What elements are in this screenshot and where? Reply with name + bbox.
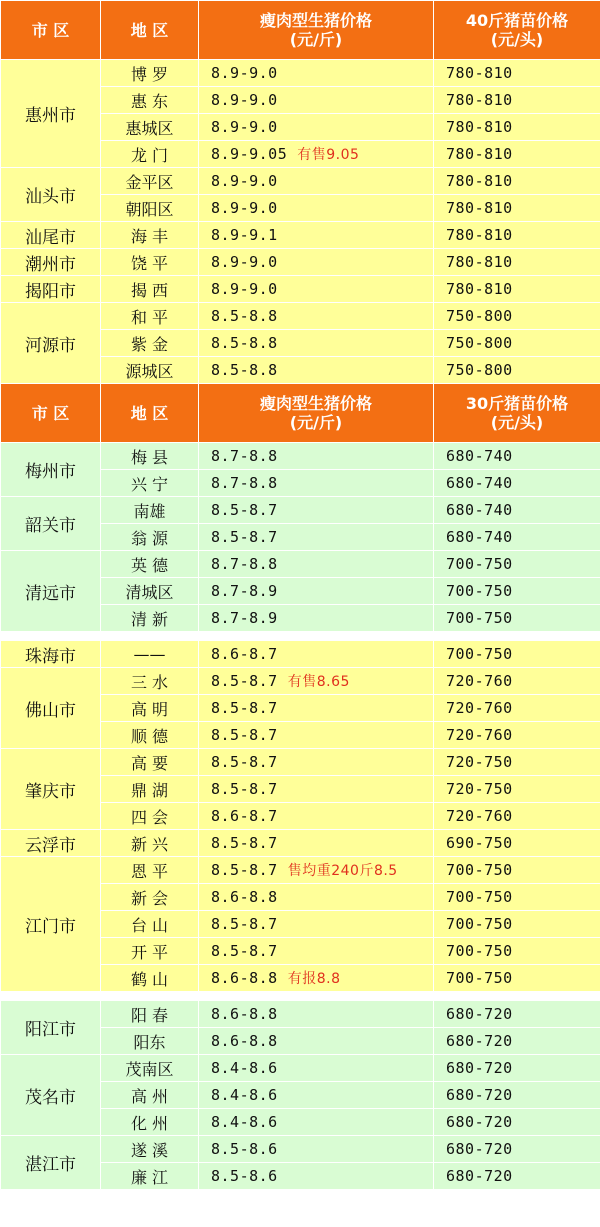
price-cell: 8.7-8.8 [199, 551, 434, 578]
piglet-price-cell: 780-810 [434, 195, 600, 222]
district-cell: 鹤 山 [101, 965, 199, 992]
piglet-price-cell: 780-810 [434, 276, 600, 303]
price-cell: 8.5-8.6 [199, 1136, 434, 1163]
price-cell: 8.9-9.0 [199, 195, 434, 222]
piglet-price-cell: 750-800 [434, 303, 600, 330]
price-cell: 8.6-8.8 [199, 1028, 434, 1055]
section1-header-row [1, 1, 600, 60]
piglet-price-cell: 700-750 [434, 965, 600, 992]
district-cell: 鼎 湖 [101, 776, 199, 803]
piglet-price-cell: 780-810 [434, 141, 600, 168]
city-cell: 佛山市 [1, 668, 101, 749]
piglet-price-cell: 700-750 [434, 884, 600, 911]
city-cell: 河源市 [1, 303, 101, 384]
district-cell: 茂南区 [101, 1055, 199, 1082]
district-cell: 龙 门 [101, 141, 199, 168]
piglet-price-cell: 750-800 [434, 357, 600, 384]
piglet-price-cell: 700-750 [434, 911, 600, 938]
city-cell: 汕头市 [1, 168, 101, 222]
table-row [1, 497, 600, 524]
district-cell: 和 平 [101, 303, 199, 330]
piglet-price-cell: 680-720 [434, 1109, 600, 1136]
district-cell: 遂 溪 [101, 1136, 199, 1163]
price-cell: 8.5-8.7 [199, 497, 434, 524]
price-note: 有报8.8 [287, 971, 341, 987]
piglet-price-header: 30斤猪苗价格 (元/头) [434, 384, 600, 443]
district-cell: 金平区 [101, 168, 199, 195]
district-cell: 博 罗 [101, 60, 199, 87]
table-row [1, 60, 600, 87]
piglet-price-cell: 680-720 [434, 1055, 600, 1082]
district-cell: 高 明 [101, 695, 199, 722]
piglet-price-cell: 700-750 [434, 641, 600, 668]
price-cell: 8.9-9.0 [199, 249, 434, 276]
district-cell: 高 要 [101, 749, 199, 776]
district-cell: 顺 德 [101, 722, 199, 749]
table-row [1, 443, 600, 470]
city-cell: 韶关市 [1, 497, 101, 551]
price-note: 有售8.65 [287, 674, 350, 690]
district-cell: 南雄 [101, 497, 199, 524]
district-cell: —— [101, 641, 199, 668]
price-cell: 8.5-8.6 [199, 1163, 434, 1190]
piglet-price-cell: 700-750 [434, 605, 600, 632]
piglet-price-cell: 750-800 [434, 330, 600, 357]
price-cell: 8.5-8.8 [199, 330, 434, 357]
table-row [1, 303, 600, 330]
price-cell: 8.6-8.8 有报8.8 [199, 965, 434, 992]
city-cell: 梅州市 [1, 443, 101, 497]
city-cell: 汕尾市 [1, 222, 101, 249]
district-cell: 英 德 [101, 551, 199, 578]
piglet-price-cell: 700-750 [434, 551, 600, 578]
price-cell: 8.6-8.8 [199, 1001, 434, 1028]
city-header: 市 区 [1, 1, 101, 60]
price-cell: 8.5-8.7 [199, 749, 434, 776]
district-cell: 廉 江 [101, 1163, 199, 1190]
piglet-price-cell: 720-760 [434, 803, 600, 830]
district-cell: 高 州 [101, 1082, 199, 1109]
city-cell: 阳江市 [1, 1001, 101, 1055]
district-cell: 阳 春 [101, 1001, 199, 1028]
price-cell: 8.9-9.0 [199, 87, 434, 114]
price-cell: 8.9-9.05 有售9.05 [199, 141, 434, 168]
piglet-price-cell: 720-760 [434, 722, 600, 749]
group-separator [1, 632, 600, 641]
price-cell: 8.4-8.6 [199, 1109, 434, 1136]
piglet-price-cell: 690-750 [434, 830, 600, 857]
table-row [1, 641, 600, 668]
piglet-price-cell: 720-760 [434, 695, 600, 722]
table-row [1, 749, 600, 776]
piglet-price-cell: 720-750 [434, 776, 600, 803]
piglet-price-cell: 780-810 [434, 60, 600, 87]
price-header: 瘦肉型生猪价格 (元/斤) [199, 1, 434, 60]
table-row [1, 168, 600, 195]
district-cell: 惠 东 [101, 87, 199, 114]
district-cell: 翁 源 [101, 524, 199, 551]
city-cell: 江门市 [1, 857, 101, 992]
piglet-price-cell: 780-810 [434, 168, 600, 195]
price-cell: 8.7-8.9 [199, 605, 434, 632]
price-note: 有售9.05 [297, 147, 360, 163]
price-header: 瘦肉型生猪价格 (元/斤) [199, 384, 434, 443]
district-cell: 三 水 [101, 668, 199, 695]
price-cell: 8.5-8.7 [199, 830, 434, 857]
piglet-price-cell: 680-740 [434, 470, 600, 497]
table-row [1, 830, 600, 857]
piglet-price-cell: 680-720 [434, 1163, 600, 1190]
district-cell: 紫 金 [101, 330, 199, 357]
district-cell: 开 平 [101, 938, 199, 965]
piglet-price-cell: 680-720 [434, 1082, 600, 1109]
piglet-price-header: 40斤猪苗价格 (元/头) [434, 1, 600, 60]
price-cell: 8.5-8.7 [199, 776, 434, 803]
price-cell: 8.6-8.7 [199, 641, 434, 668]
district-cell: 梅 县 [101, 443, 199, 470]
city-cell: 揭阳市 [1, 276, 101, 303]
district-header: 地 区 [101, 1, 199, 60]
city-header: 市 区 [1, 384, 101, 443]
district-cell: 阳东 [101, 1028, 199, 1055]
price-cell: 8.5-8.8 [199, 357, 434, 384]
price-cell: 8.5-8.7 [199, 722, 434, 749]
district-cell: 饶 平 [101, 249, 199, 276]
piglet-price-cell: 680-740 [434, 524, 600, 551]
price-cell: 8.5-8.7 [199, 695, 434, 722]
district-cell: 清城区 [101, 578, 199, 605]
piglet-price-cell: 780-810 [434, 249, 600, 276]
price-cell: 8.4-8.6 [199, 1055, 434, 1082]
piglet-price-cell: 700-750 [434, 938, 600, 965]
table-row [1, 1055, 600, 1082]
city-cell: 潮州市 [1, 249, 101, 276]
piglet-price-cell: 720-750 [434, 749, 600, 776]
price-cell: 8.4-8.6 [199, 1082, 434, 1109]
piglet-price-cell: 720-760 [434, 668, 600, 695]
piglet-price-cell: 680-740 [434, 497, 600, 524]
district-cell: 台 山 [101, 911, 199, 938]
price-cell: 8.9-9.0 [199, 168, 434, 195]
table-row [1, 276, 600, 303]
price-cell: 8.7-8.8 [199, 443, 434, 470]
district-cell: 源城区 [101, 357, 199, 384]
price-cell: 8.5-8.7 售均重240斤8.5 [199, 857, 434, 884]
city-cell: 惠州市 [1, 60, 101, 168]
district-cell: 新 会 [101, 884, 199, 911]
city-cell: 清远市 [1, 551, 101, 632]
district-cell: 惠城区 [101, 114, 199, 141]
district-header: 地 区 [101, 384, 199, 443]
piglet-price-cell: 780-810 [434, 222, 600, 249]
price-cell: 8.5-8.7 有售8.65 [199, 668, 434, 695]
table-row [1, 551, 600, 578]
piglet-price-cell: 780-810 [434, 87, 600, 114]
piglet-price-cell: 700-750 [434, 578, 600, 605]
city-cell: 珠海市 [1, 641, 101, 668]
city-cell: 茂名市 [1, 1055, 101, 1136]
price-cell: 8.7-8.9 [199, 578, 434, 605]
district-cell: 海 丰 [101, 222, 199, 249]
table-row [1, 222, 600, 249]
district-cell: 兴 宁 [101, 470, 199, 497]
piglet-price-cell: 780-810 [434, 114, 600, 141]
district-cell: 化 州 [101, 1109, 199, 1136]
district-cell: 揭 西 [101, 276, 199, 303]
price-cell: 8.9-9.0 [199, 60, 434, 87]
piglet-price-cell: 700-750 [434, 857, 600, 884]
city-cell: 云浮市 [1, 830, 101, 857]
price-cell: 8.5-8.7 [199, 938, 434, 965]
district-cell: 四 会 [101, 803, 199, 830]
district-cell: 清 新 [101, 605, 199, 632]
piglet-price-cell: 680-720 [434, 1028, 600, 1055]
table-row [1, 857, 600, 884]
table-row [1, 668, 600, 695]
price-cell: 8.6-8.7 [199, 803, 434, 830]
price-cell: 8.5-8.7 [199, 524, 434, 551]
price-cell: 8.9-9.0 [199, 276, 434, 303]
price-cell: 8.5-8.7 [199, 911, 434, 938]
city-cell: 湛江市 [1, 1136, 101, 1190]
district-cell: 新 兴 [101, 830, 199, 857]
table-row [1, 1001, 600, 1028]
price-cell: 8.5-8.8 [199, 303, 434, 330]
piglet-price-cell: 680-720 [434, 1001, 600, 1028]
group-separator [1, 992, 600, 1001]
section2-header-row [1, 384, 600, 443]
price-cell: 8.6-8.8 [199, 884, 434, 911]
piglet-price-cell: 680-740 [434, 443, 600, 470]
piglet-price-cell: 680-720 [434, 1136, 600, 1163]
district-cell: 朝阳区 [101, 195, 199, 222]
table-row [1, 1136, 600, 1163]
price-cell: 8.9-9.1 [199, 222, 434, 249]
table-row [1, 249, 600, 276]
price-cell: 8.7-8.8 [199, 470, 434, 497]
price-note: 售均重240斤8.5 [287, 863, 398, 879]
city-cell: 肇庆市 [1, 749, 101, 830]
district-cell: 恩 平 [101, 857, 199, 884]
price-cell: 8.9-9.0 [199, 114, 434, 141]
